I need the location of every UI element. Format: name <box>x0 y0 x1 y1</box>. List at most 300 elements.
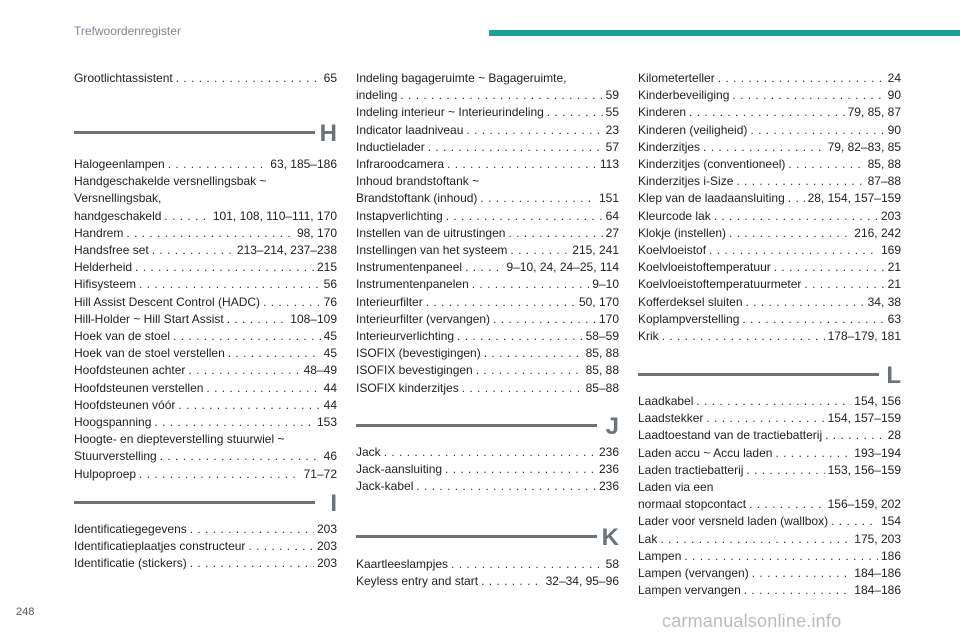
index-pages: 44 <box>323 380 337 395</box>
index-entry-row <box>638 548 901 565</box>
index-pages: 101, 108, 110–111, 170 <box>212 208 337 223</box>
index-pages: 108–109 <box>290 311 337 326</box>
index-term: Laadkabel <box>638 394 694 408</box>
entry-list <box>74 156 337 483</box>
index-entry <box>356 242 619 259</box>
index-pages: 85–88 <box>585 380 619 395</box>
index-entry <box>638 122 901 139</box>
entry-list <box>638 70 901 345</box>
dot-leader <box>729 225 851 242</box>
index-pages: 175, 203 <box>854 531 901 546</box>
index-pages: 23 <box>605 122 619 137</box>
index-pages: 76 <box>323 294 337 309</box>
section-letter: I <box>330 490 337 517</box>
index-term: Hoek van de stoel verstellen <box>74 346 225 361</box>
index-entry <box>356 104 619 121</box>
index-pages: 98, 170 <box>296 225 337 240</box>
dot-leader <box>152 242 234 259</box>
page-number: 248 <box>16 606 35 618</box>
index-term: Handsfree set <box>74 243 149 258</box>
index-pages: 154, 156 <box>854 394 901 408</box>
index-pages: 45 <box>323 346 337 361</box>
index-entry <box>638 139 901 156</box>
dot-leader <box>788 190 805 207</box>
index-pages: 79, 85, 87 <box>847 105 901 120</box>
entry-list <box>74 70 337 87</box>
index-pages: 27 <box>605 225 619 240</box>
watermark-text: carmanualsonline.info <box>662 611 842 631</box>
index-pages: 90 <box>887 88 901 103</box>
page-header-title: Trefwoordenregister <box>74 24 181 38</box>
index-pages: 236 <box>598 445 619 459</box>
index-term: Helderheid <box>74 260 133 275</box>
index-entry-row <box>638 173 901 190</box>
dot-leader <box>126 225 294 242</box>
index-entry <box>74 311 337 328</box>
dot-leader <box>831 513 878 530</box>
dot-leader <box>428 139 603 156</box>
section-header-h <box>74 120 337 156</box>
index-term: Stuurverstelling <box>74 449 157 464</box>
index-entry-row <box>74 448 337 465</box>
index-entry <box>356 156 619 173</box>
index-pages: 63, 185–186 <box>270 157 337 171</box>
index-entry <box>74 70 337 87</box>
index-entry-row <box>638 328 901 345</box>
index-pages: 28 <box>887 428 901 443</box>
section-rule <box>356 535 597 538</box>
dot-leader <box>457 328 583 345</box>
dot-leader <box>703 139 825 156</box>
index-entry-row <box>638 104 901 121</box>
index-pages: 215, 241 <box>572 243 619 258</box>
index-entry <box>638 294 901 311</box>
index-pages: 236 <box>598 462 619 477</box>
index-pages: 58 <box>605 557 619 571</box>
dot-leader <box>718 70 885 87</box>
index-entry-row <box>638 242 901 259</box>
index-pages: 203 <box>316 556 337 571</box>
index-term: Instrumentenpaneel <box>356 260 463 275</box>
index-entry-row <box>638 208 901 225</box>
dot-leader <box>508 225 602 242</box>
dot-leader <box>684 548 878 565</box>
dot-leader <box>384 444 596 461</box>
dot-leader <box>493 311 596 328</box>
index-entry-row <box>638 427 901 444</box>
index-entry-line: Hoogte- en diepteverstelling stuurwiel ~ <box>74 432 285 447</box>
dot-leader <box>263 294 321 311</box>
index-entry <box>638 393 901 410</box>
dot-leader <box>176 70 321 87</box>
index-term: Indeling interieur ~ Interieurindeling <box>356 105 544 120</box>
index-entry <box>74 259 337 276</box>
dot-leader <box>462 380 583 397</box>
index-term: ISOFIX kinderzitjes <box>356 380 459 395</box>
index-entry-row <box>74 380 337 397</box>
index-term: Laadtoestand van de tractiebatterij <box>638 428 823 443</box>
index-entry <box>74 242 337 259</box>
section-rule <box>638 373 879 376</box>
index-entry-row <box>638 311 901 328</box>
index-term: Lampen (vervangen) <box>638 566 749 581</box>
index-entry <box>638 276 901 293</box>
index-term: Jack <box>356 445 381 459</box>
index-term: Kinderzitjes <box>638 139 701 154</box>
index-term: Hill-Holder ~ Hill Start Assist <box>74 311 224 326</box>
index-entry-row <box>356 444 619 461</box>
index-term: Kaartleeslampjes <box>356 557 449 571</box>
index-pages: 203 <box>316 522 337 536</box>
index-term: ISOFIX bevestigingen <box>356 363 473 378</box>
index-term: Hill Assist Descent Control (HADC) <box>74 294 261 309</box>
index-entry-row <box>74 397 337 414</box>
index-entry-row <box>356 139 619 156</box>
dot-leader <box>466 122 602 139</box>
index-entry-row <box>74 328 337 345</box>
dot-leader <box>465 259 503 276</box>
index-entry-row <box>356 311 619 328</box>
dot-leader <box>660 531 851 548</box>
index-pages: 216, 242 <box>854 225 901 240</box>
index-entry <box>356 573 619 590</box>
dot-leader <box>736 173 864 190</box>
index-entry-row <box>356 156 619 173</box>
index-term: Kinderen (veiligheid) <box>638 122 748 137</box>
index-term: indeling <box>356 88 398 103</box>
entry-list <box>74 521 337 573</box>
header-accent-bar <box>489 30 960 36</box>
index-pages: 170 <box>598 311 619 326</box>
index-term: Hoogspanning <box>74 415 152 430</box>
dot-leader <box>709 242 878 259</box>
index-term: Keyless entry and start <box>356 574 479 589</box>
dot-leader <box>547 104 603 121</box>
dot-leader <box>228 345 321 362</box>
index-pages: 184–186 <box>854 566 901 581</box>
index-entry <box>356 70 619 104</box>
dot-leader <box>825 427 885 444</box>
index-entry-row <box>638 513 901 530</box>
index-entry <box>74 380 337 397</box>
index-entry <box>638 87 901 104</box>
index-term: Hoek van de stoel <box>74 329 171 344</box>
index-term: Kinderen <box>638 105 687 120</box>
index-term: Halogeenlampen <box>74 157 165 171</box>
index-entry-row <box>638 156 901 173</box>
index-term: Identificatie (stickers) <box>74 556 187 571</box>
index-entry-row <box>356 122 619 139</box>
index-entry <box>638 513 901 530</box>
dot-leader <box>445 461 596 478</box>
dot-leader <box>744 582 852 599</box>
index-entry <box>638 479 901 513</box>
index-entry-row <box>356 380 619 397</box>
index-entry-row <box>638 259 901 276</box>
index-pages: 153, 156–159 <box>827 462 901 477</box>
section-rule <box>356 424 597 427</box>
index-pages: 85, 88 <box>585 346 619 361</box>
index-term: Grootlichtassistent <box>74 71 173 85</box>
section-rule <box>74 501 315 504</box>
index-pages: 113 <box>599 157 619 172</box>
dot-leader <box>206 380 320 397</box>
index-pages: 45 <box>323 329 337 344</box>
dot-leader <box>135 259 314 276</box>
index-entry <box>74 397 337 414</box>
index-term: Identificatiegegevens <box>74 522 187 536</box>
dot-leader <box>746 462 824 479</box>
index-entry-row <box>356 259 619 276</box>
index-entry <box>74 555 337 572</box>
index-pages: 184–186 <box>854 583 901 598</box>
index-pages: 186 <box>880 548 901 563</box>
index-entry <box>638 582 901 599</box>
index-term: Jack-aansluiting <box>356 462 443 477</box>
dot-leader <box>476 362 583 379</box>
index-pages: 154 <box>880 514 901 529</box>
dot-leader <box>426 294 576 311</box>
index-term: Interieurfilter <box>356 294 423 309</box>
index-term: Indicator laadniveau <box>356 122 464 137</box>
index-pages: 85, 88 <box>867 157 901 172</box>
index-term: Kleurcode lak <box>638 208 711 223</box>
index-term: Hifisysteem <box>74 277 137 292</box>
index-term: handgeschakeld <box>74 208 162 223</box>
dot-leader <box>227 311 288 328</box>
index-pages: 21 <box>887 277 901 292</box>
index-entry <box>638 565 901 582</box>
index-entry <box>356 225 619 242</box>
index-entry <box>74 431 337 465</box>
index-entry-row <box>74 70 337 87</box>
index-entry <box>356 276 619 293</box>
dot-leader <box>447 156 597 173</box>
index-term: Inductielader <box>356 139 425 154</box>
index-entry-row <box>356 556 619 573</box>
index-entry <box>74 466 337 483</box>
index-entry <box>356 345 619 362</box>
index-entry-row <box>638 393 901 410</box>
index-entry <box>74 362 337 379</box>
index-pages: 64 <box>605 208 619 223</box>
index-entry-row <box>356 573 619 590</box>
index-term: Lak <box>638 531 658 546</box>
index-term: Interieurfilter (vervangen) <box>356 311 491 326</box>
index-term: normaal stopcontact <box>638 497 747 512</box>
index-pages: 48–49 <box>303 363 337 378</box>
dot-leader <box>510 242 569 259</box>
index-pages: 236 <box>598 479 619 494</box>
index-entry <box>74 328 337 345</box>
section-letter: K <box>601 524 619 551</box>
index-entry <box>356 173 619 207</box>
index-entry-row <box>74 538 337 555</box>
index-entry <box>356 259 619 276</box>
section-letter: H <box>319 120 337 147</box>
index-entry-row <box>638 565 901 582</box>
index-term: Interieurverlichting <box>356 329 455 344</box>
dot-leader <box>749 496 825 513</box>
index-term: Identificatieplaatjes constructeur <box>74 539 246 554</box>
index-entry <box>638 70 901 87</box>
index-entry <box>356 122 619 139</box>
index-entry <box>356 208 619 225</box>
index-entry-row <box>638 496 901 513</box>
dot-leader <box>689 104 845 121</box>
index-term: Klep van de laadaansluiting <box>638 191 785 206</box>
index-entry <box>638 531 901 548</box>
index-entry-row <box>356 328 619 345</box>
index-entry-row <box>74 156 337 173</box>
index-entry-row <box>356 87 619 104</box>
index-entry-line: Handgeschakelde versnellingsbak ~ <box>74 174 267 189</box>
index-entry-row <box>74 414 337 431</box>
index-entry <box>638 311 901 328</box>
dot-leader <box>775 445 851 462</box>
index-entry <box>74 294 337 311</box>
index-pages: 153 <box>316 415 337 430</box>
index-term: Hoofdsteunen achter <box>74 363 186 378</box>
index-entry-row <box>356 190 619 207</box>
index-entry <box>638 548 901 565</box>
index-term: Hoofdsteunen vóór <box>74 397 176 412</box>
dot-leader <box>451 556 603 573</box>
index-entry-row <box>356 461 619 478</box>
index-entry <box>638 190 901 207</box>
index-pages: 21 <box>887 260 901 275</box>
index-pages: 193–194 <box>854 445 901 460</box>
index-term: Krik <box>638 329 659 344</box>
index-entry-row <box>638 190 901 207</box>
index-entry-row <box>74 555 337 572</box>
index-entry-row <box>638 225 901 242</box>
dot-leader <box>178 397 320 414</box>
index-pages: 85, 88 <box>585 363 619 378</box>
index-pages: 32–34, 95–96 <box>545 574 619 589</box>
dot-leader <box>472 276 590 293</box>
index-entry-line: Versnellingsbak, <box>74 191 162 206</box>
index-entry-row <box>638 445 901 462</box>
index-entry-row <box>356 276 619 293</box>
dot-leader <box>788 156 864 173</box>
entry-list <box>356 70 619 397</box>
index-entry-row <box>638 70 901 87</box>
index-entry <box>356 311 619 328</box>
index-term: Koelvloeistoftemperatuur <box>638 260 771 275</box>
dot-leader <box>188 362 300 379</box>
index-entry <box>638 445 901 462</box>
index-entry-row <box>638 294 901 311</box>
index-term: Hoofdsteunen verstellen <box>74 380 204 395</box>
index-entry <box>74 345 337 362</box>
section-letter: L <box>886 362 901 389</box>
index-entry <box>356 328 619 345</box>
index-entry-row <box>356 294 619 311</box>
index-pages: 151 <box>598 191 619 206</box>
index-term: Koplampverstelling <box>638 311 740 326</box>
index-pages: 44 <box>323 397 337 412</box>
dot-leader <box>168 156 268 173</box>
index-entry <box>356 444 619 461</box>
entry-list <box>638 393 901 599</box>
index-term: Instellingen van het systeem <box>356 243 508 258</box>
index-pages: 63 <box>887 311 901 326</box>
dot-leader <box>480 190 596 207</box>
index-entry <box>356 461 619 478</box>
dot-leader <box>732 87 884 104</box>
index-entry <box>356 294 619 311</box>
index-entry-row <box>74 276 337 293</box>
index-entry <box>74 521 337 538</box>
index-entry <box>74 225 337 242</box>
index-term: Lampen vervangen <box>638 583 741 598</box>
index-entry <box>74 156 337 173</box>
index-entry-row <box>638 139 901 156</box>
index-term: Lader voor versneld laden (wallbox) <box>638 514 829 529</box>
dot-leader <box>139 466 301 483</box>
index-entry <box>638 242 901 259</box>
index-entry <box>356 380 619 397</box>
index-term: Laadstekker <box>638 411 704 426</box>
index-entry <box>356 556 619 573</box>
index-term: Infraroodcamera <box>356 157 445 172</box>
index-entry-row <box>74 311 337 328</box>
index-entry <box>74 276 337 293</box>
dot-leader <box>804 276 884 293</box>
index-term: Hulpoproep <box>74 466 137 481</box>
index-entry-row <box>74 259 337 276</box>
index-entry <box>638 259 901 276</box>
dot-leader <box>416 478 596 495</box>
index-term: ISOFIX (bevestigingen) <box>356 346 481 361</box>
index-pages: 50, 170 <box>578 294 619 309</box>
index-entry <box>638 410 901 427</box>
index-term: Koelvloeistoftemperatuurmeter <box>638 277 802 292</box>
index-term: Kilometerteller <box>638 71 715 85</box>
index-entry <box>638 173 901 190</box>
index-entry-row <box>74 225 337 242</box>
index-pages: 24 <box>887 71 901 85</box>
index-entry-row <box>638 276 901 293</box>
index-pages: 71–72 <box>303 466 337 481</box>
index-entry <box>638 208 901 225</box>
dot-leader <box>774 259 885 276</box>
index-pages: 213–214, 237–238 <box>236 243 337 258</box>
index-entry-row <box>638 410 901 427</box>
index-entry <box>638 328 901 345</box>
dot-leader <box>154 414 314 431</box>
index-entry-row <box>356 225 619 242</box>
index-entry-row <box>74 294 337 311</box>
index-entry-row <box>638 462 901 479</box>
dot-leader <box>742 311 884 328</box>
index-entry-row <box>356 208 619 225</box>
dot-leader <box>139 276 321 293</box>
index-entry-row <box>638 582 901 599</box>
index-pages: 154, 157–159 <box>827 411 901 426</box>
index-pages: 87–88 <box>867 174 901 189</box>
dot-leader <box>400 87 602 104</box>
index-entry <box>638 462 901 479</box>
index-pages: 34, 38 <box>867 294 901 309</box>
index-entry-row <box>638 122 901 139</box>
dot-leader <box>173 328 321 345</box>
index-entry-row <box>74 466 337 483</box>
index-entry <box>74 414 337 431</box>
index-entry-row <box>74 345 337 362</box>
index-pages: 57 <box>605 139 619 154</box>
